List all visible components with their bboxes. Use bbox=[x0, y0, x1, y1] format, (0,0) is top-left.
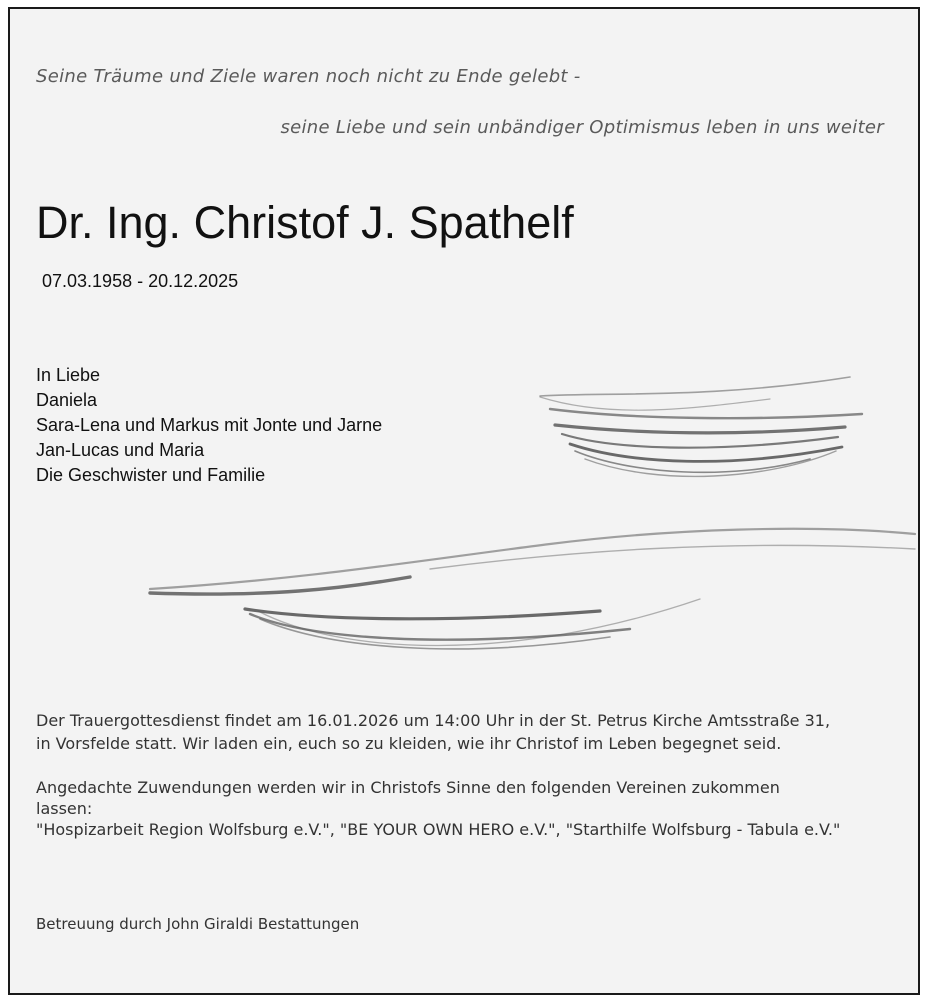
donations-line-3: "Hospizarbeit Region Wolfsburg e.V.", "BE YOUR OWN HERO e.V.", "Starthilfe Wolfsburg - Tabula e.V." bbox=[36, 820, 841, 839]
donations-line-1: Angedachte Zuwendungen werden wir in Christofs Sinne den folgenden Vereinen zukommen bbox=[36, 778, 780, 797]
undertaker-credit: Betreuung durch John Giraldi Bestattungen bbox=[36, 915, 360, 933]
deceased-name: Dr. Ing. Christof J. Spathelf bbox=[36, 197, 574, 248]
service-info bbox=[36, 709, 830, 755]
service-line-1: Der Trauergottesdienst findet am 16.01.2026 um 14:00 Uhr in der St. Petrus Kirche Amtsstraße 31, bbox=[36, 711, 831, 730]
donations-info bbox=[36, 777, 840, 840]
obituary-card bbox=[8, 7, 920, 995]
quote-line-1: Seine Träume und Ziele waren noch nicht zu Ende gelebt - bbox=[36, 66, 581, 87]
service-line-2: in Vorsfelde statt. Wir laden ein, euch so zu kleiden, wie ihr Christof im Leben begegnet seid. bbox=[36, 734, 782, 753]
mourner-line: Sara-Lena und Markus mit Jonte und Jarne bbox=[36, 415, 383, 435]
donations-line-2: lassen: bbox=[36, 799, 93, 818]
quote-line-2: seine Liebe und sein unbändiger Optimismus leben in uns weiter bbox=[280, 117, 884, 138]
mourner-line: Die Geschwister und Familie bbox=[36, 465, 266, 485]
life-dates: 07.03.1958 - 20.12.2025 bbox=[42, 271, 239, 291]
mourner-line: Daniela bbox=[36, 390, 98, 410]
mourner-line: In Liebe bbox=[36, 365, 101, 385]
mourner-line: Jan-Lucas und Maria bbox=[36, 440, 205, 460]
mourners-list bbox=[36, 363, 382, 488]
